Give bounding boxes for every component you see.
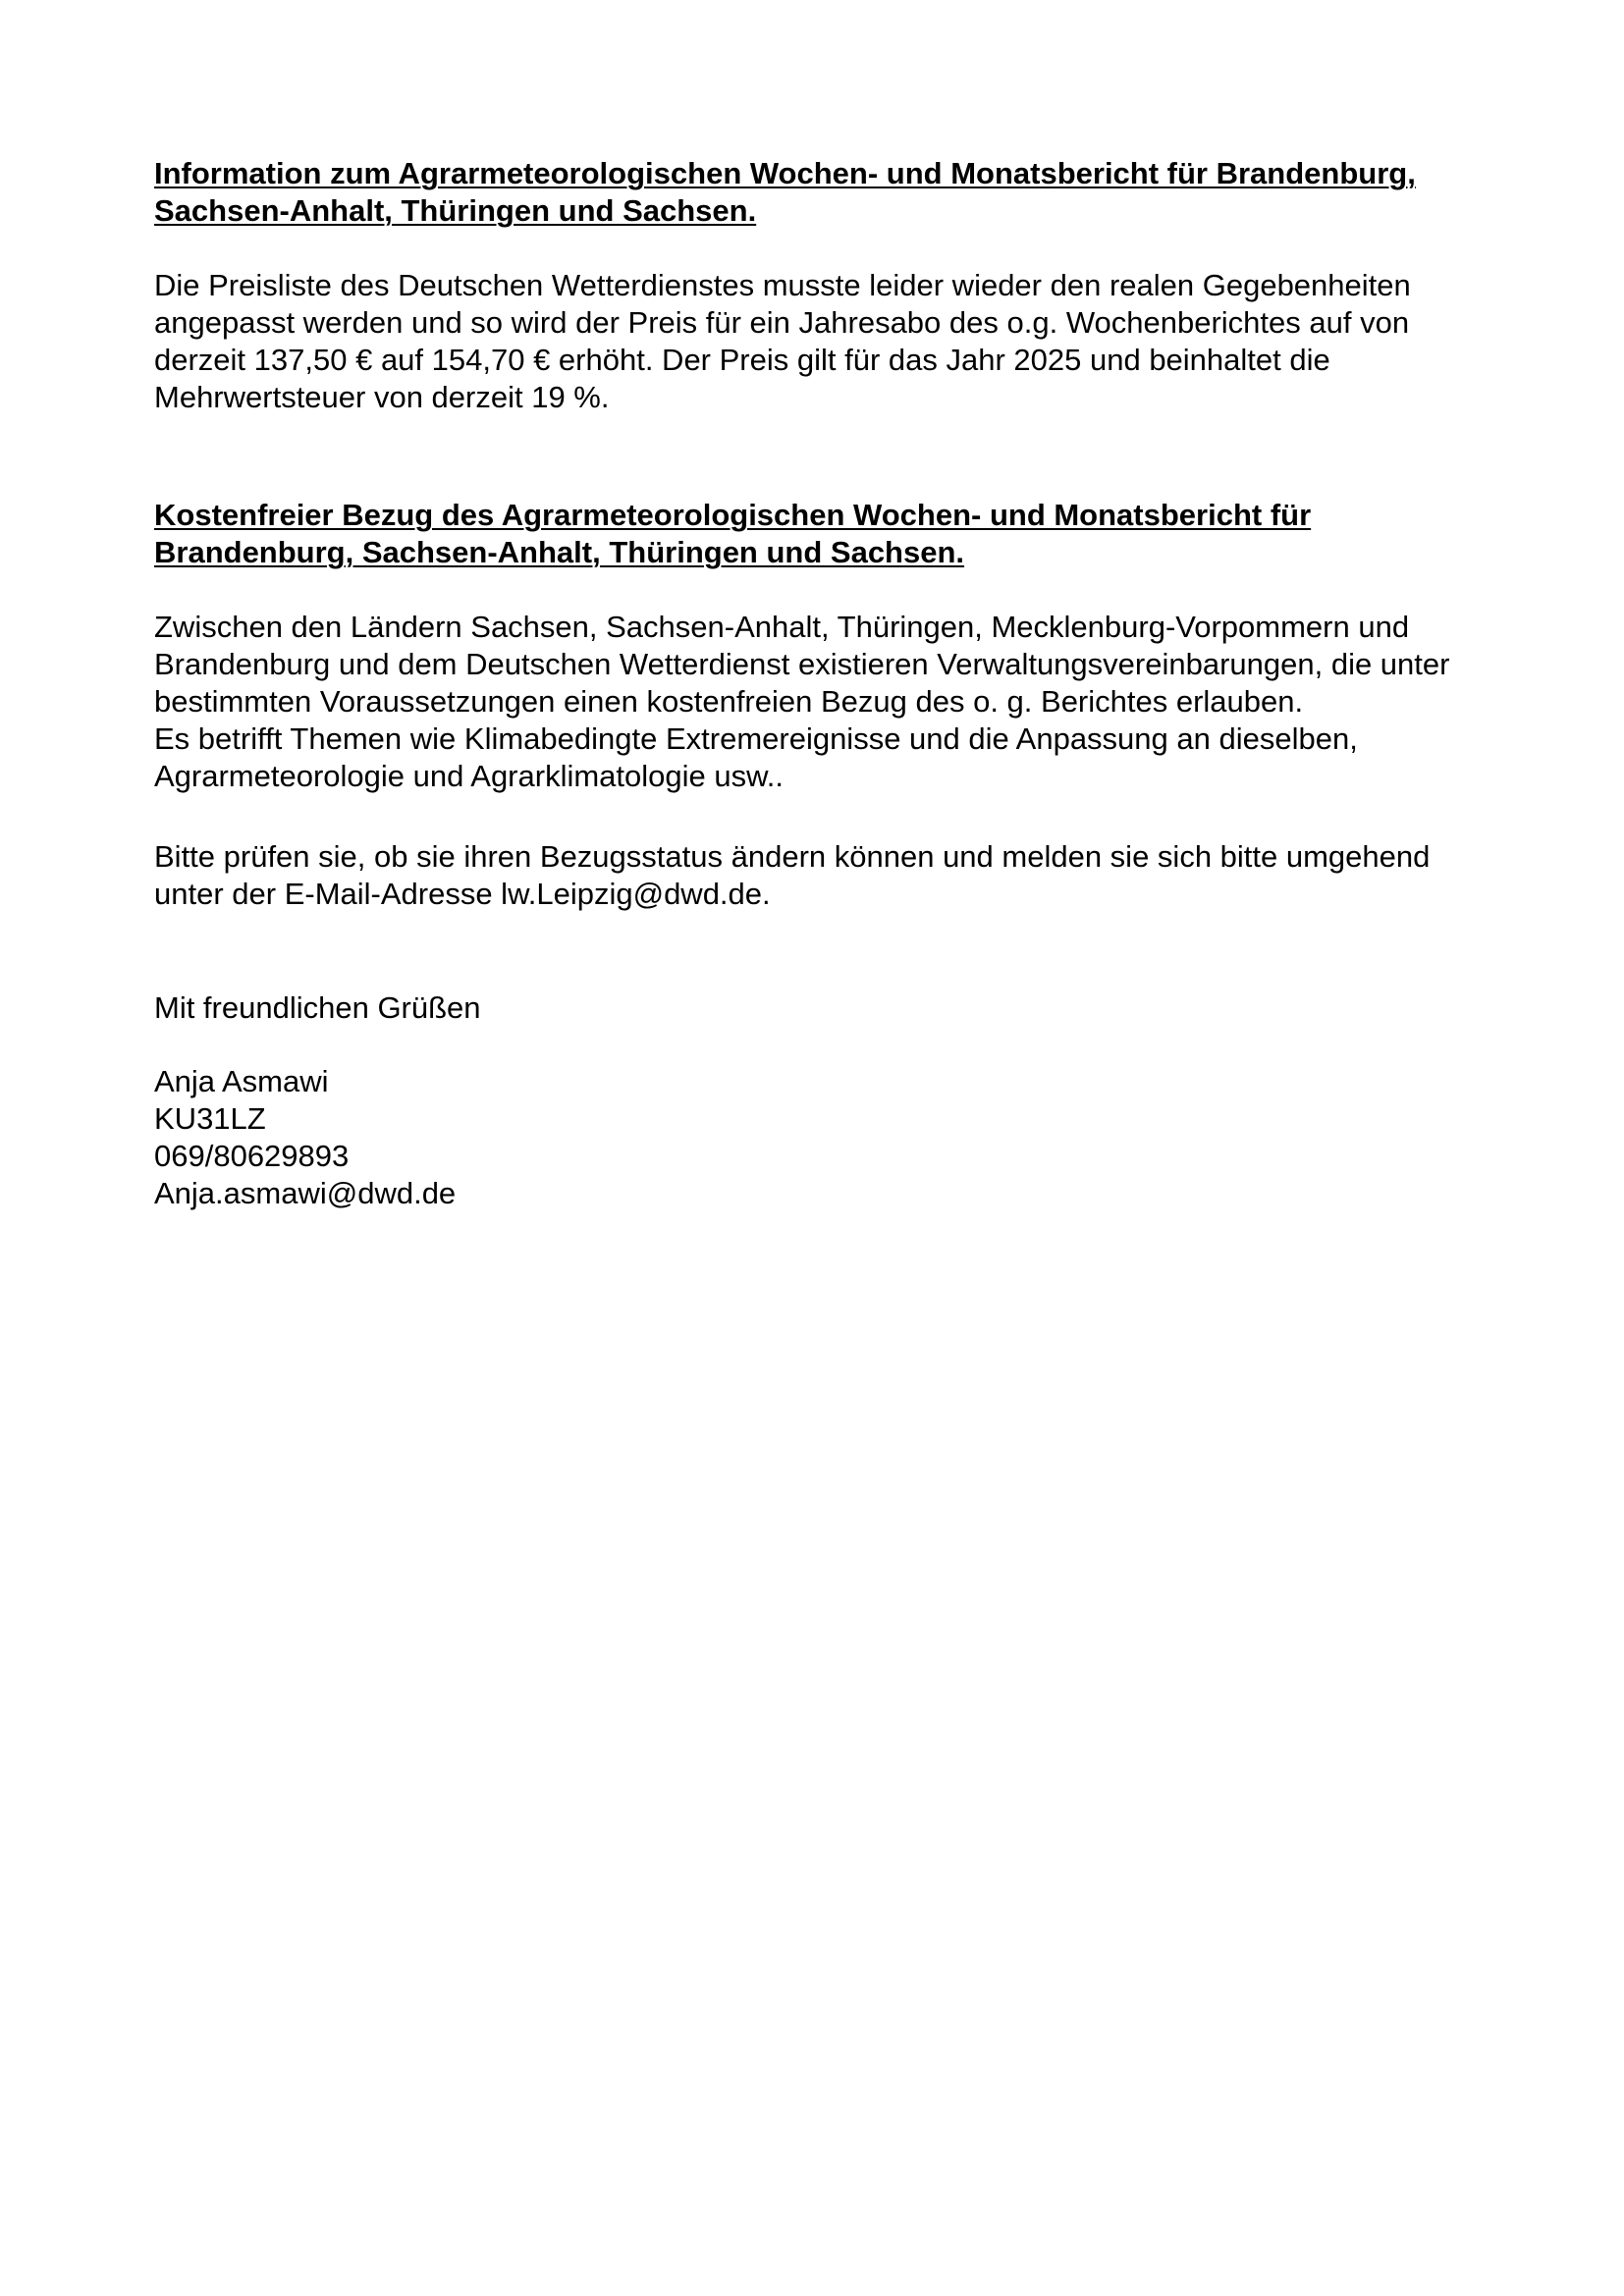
closing-greeting: [154, 989, 1568, 1027]
section2-paragraph: [154, 609, 1568, 795]
signature-email: Anja.asmawi@dwd.de: [154, 1176, 457, 1210]
paragraph-line: derzeit 137,50 € auf 154,70 € erhöht. Der Preis gilt für das Jahr 2025 und beinhaltet die: [154, 343, 1330, 377]
paragraph-line: unter der E-Mail-Adresse lw.Leipzig@dwd.de.: [154, 877, 771, 911]
section2-heading-line: Kostenfreier Bezug des Agrarmeteorologischen Wochen- und Monatsbericht für: [154, 498, 1312, 532]
paragraph-line: Bitte prüfen sie, ob sie ihren Bezugsstatus ändern können und melden sie sich bitte umgehend: [154, 839, 1431, 874]
paragraph-line: Zwischen den Ländern Sachsen, Sachsen-Anhalt, Thüringen, Mecklenburg-Vorpommern und: [154, 610, 1410, 644]
contact-request-paragraph: [154, 838, 1568, 913]
paragraph-line: Die Preisliste des Deutschen Wetterdienstes musste leider wieder den realen Gegebenheiten: [154, 268, 1411, 302]
paragraph-line: Brandenburg und dem Deutschen Wetterdienst existieren Verwaltungsvereinbarungen, die unter: [154, 647, 1450, 681]
section1-heading: [154, 155, 1568, 230]
section2-heading: [154, 497, 1568, 571]
paragraph-line: Mehrwertsteuer von derzeit 19 %.: [154, 380, 610, 414]
section1-paragraph: [154, 267, 1568, 416]
signature-block: [154, 1063, 1568, 1212]
section1-heading-line: Information zum Agrarmeteorologischen Wochen- und Monatsbericht für Brandenburg,: [154, 156, 1416, 190]
signature-phone: 069/80629893: [154, 1139, 350, 1173]
section2-heading-line: Brandenburg, Sachsen-Anhalt, Thüringen und Sachsen.: [154, 535, 965, 569]
paragraph-line: angepasst werden und so wird der Preis für ein Jahresabo des o.g. Wochenberichtes auf von: [154, 305, 1410, 340]
paragraph-line: Agrarmeteorologie und Agrarklimatologie usw..: [154, 759, 785, 793]
section1-heading-line: Sachsen-Anhalt, Thüringen und Sachsen.: [154, 193, 757, 228]
paragraph-line: Es betrifft Themen wie Klimabedingte Extremereignisse und die Anpassung an dieselben,: [154, 721, 1358, 756]
signature-unit: KU31LZ: [154, 1101, 266, 1136]
paragraph-line: bestimmten Voraussetzungen einen kostenfreien Bezug des o. g. Berichtes erlauben.: [154, 684, 1304, 719]
signature-name: Anja Asmawi: [154, 1064, 329, 1098]
greeting-line: Mit freundlichen Grüßen: [154, 990, 481, 1025]
